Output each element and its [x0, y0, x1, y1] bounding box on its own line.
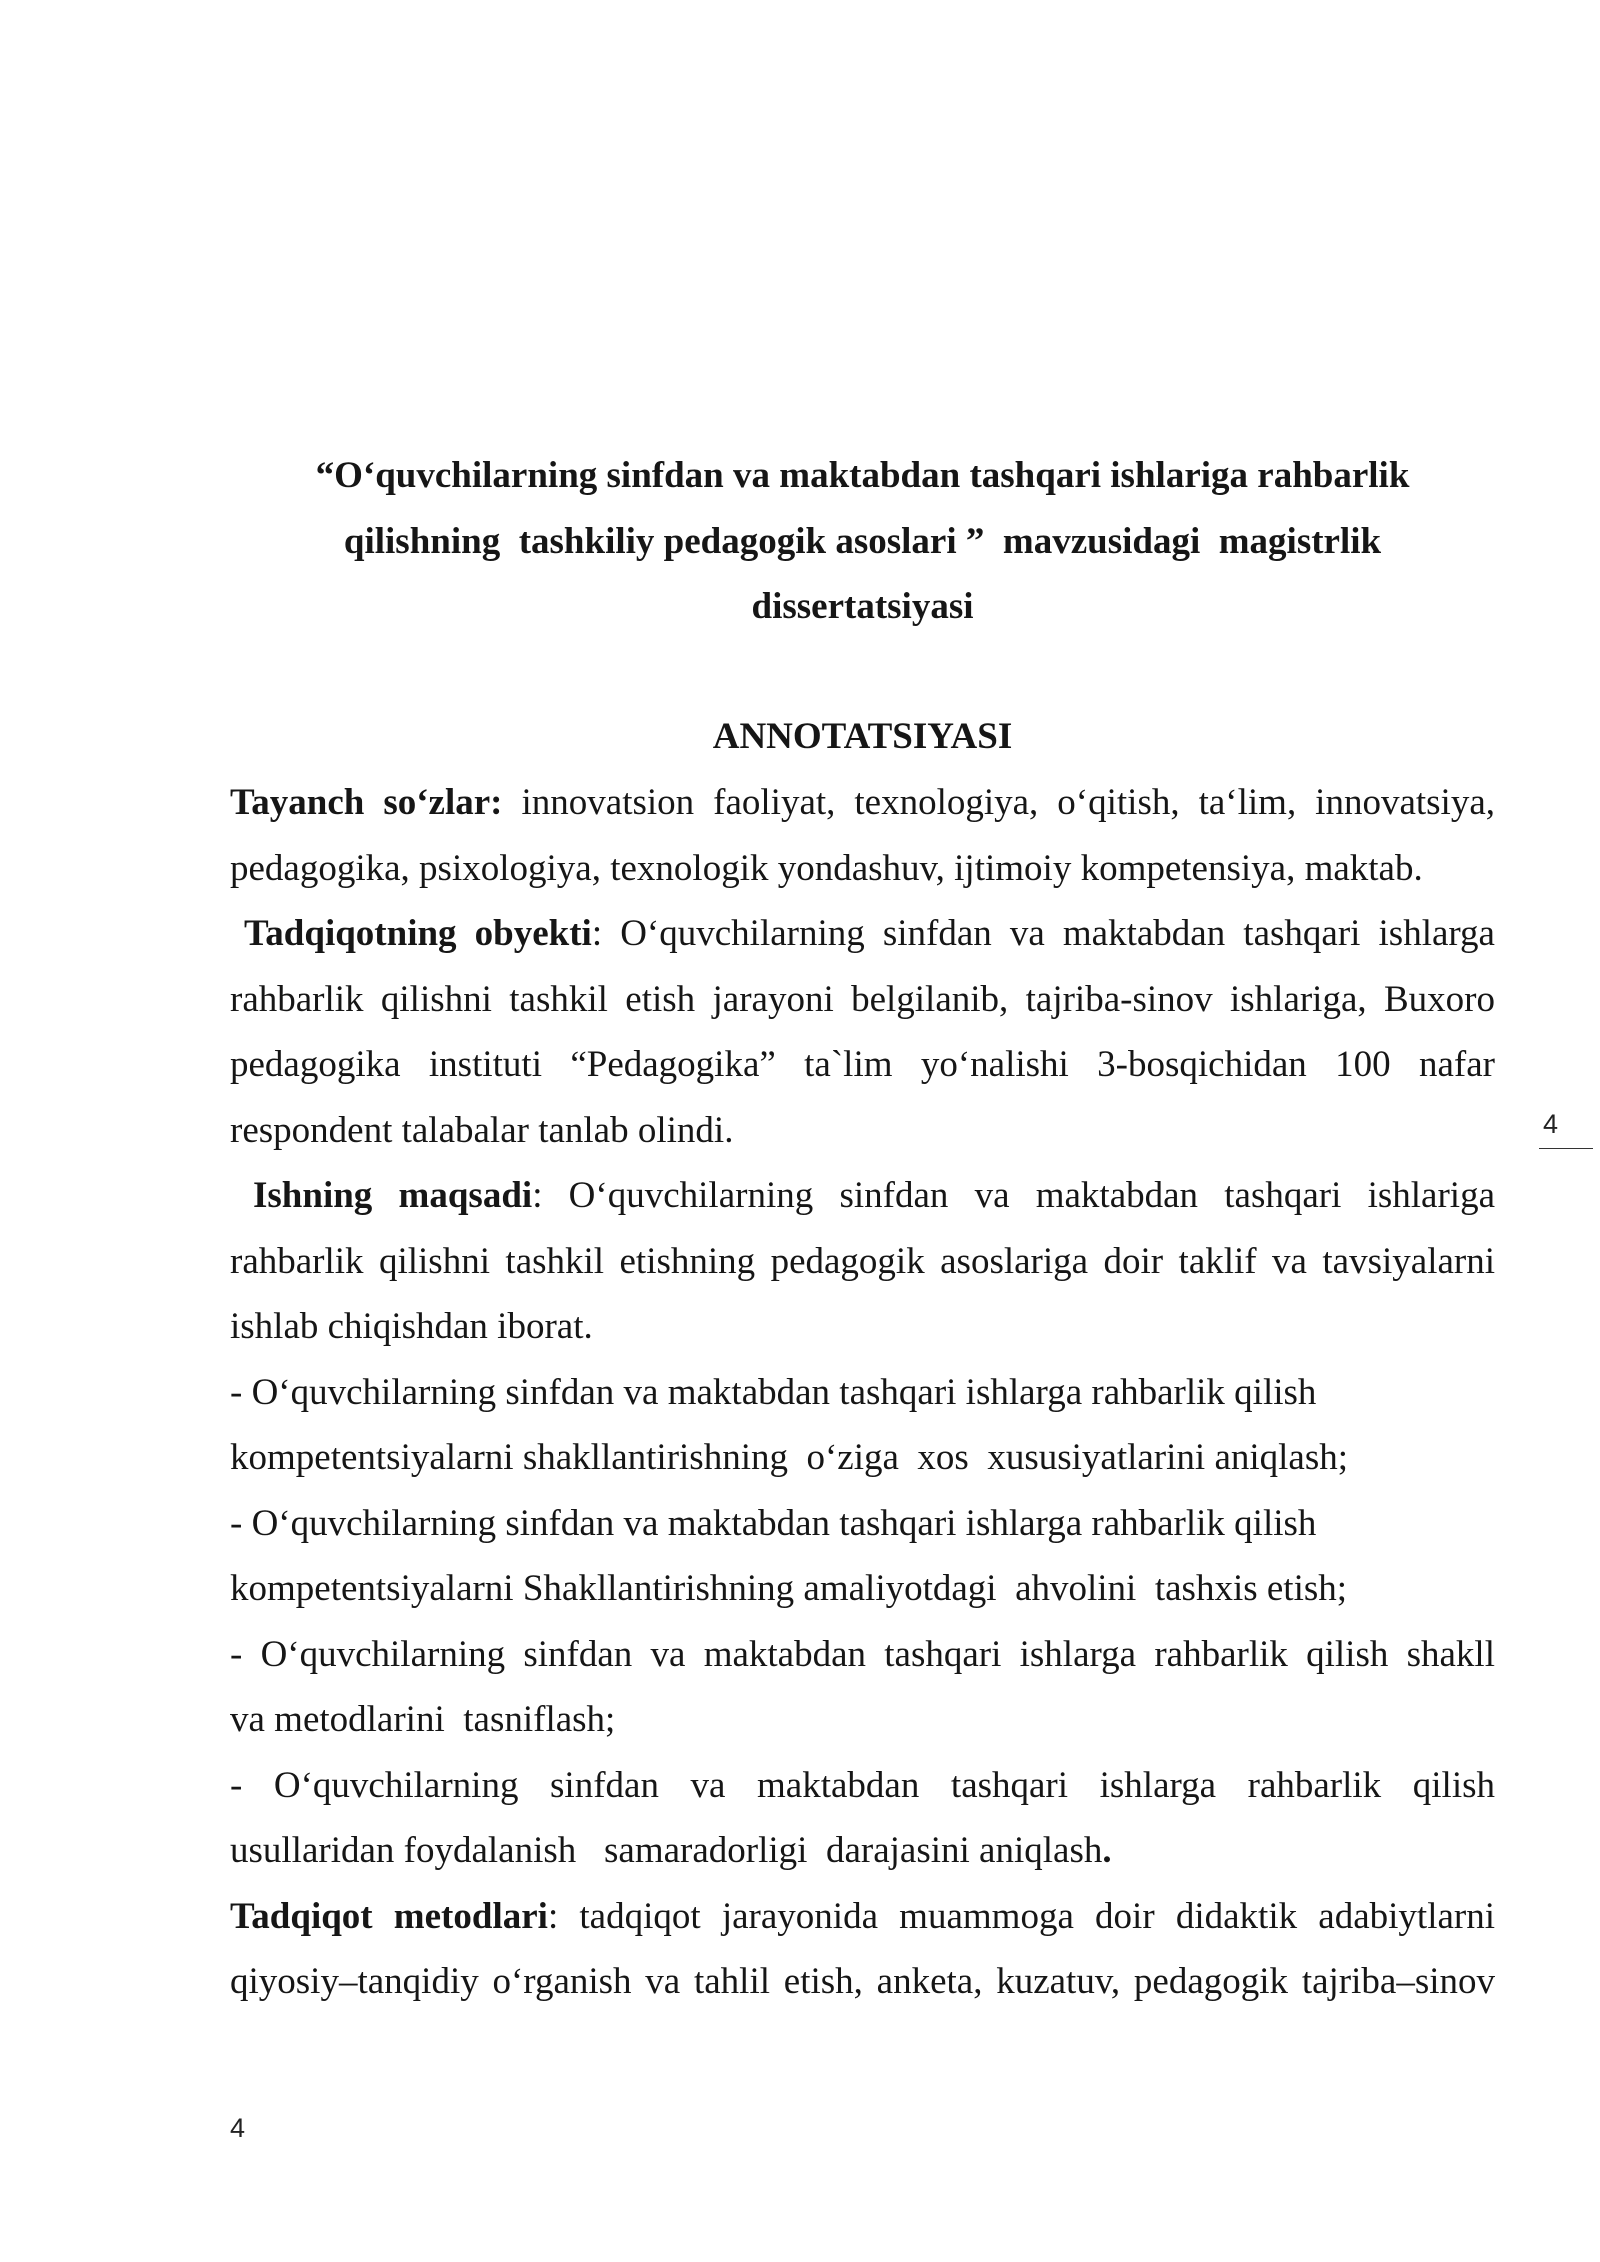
body-line — [230, 836, 1495, 902]
body-line — [230, 1884, 1495, 1950]
task-item: - O‘quvchilarning sinfdan va maktabdan tashqari ishlarga rahbarlik qilish — [230, 1371, 1317, 1413]
research-object-label: Tadqiqotning obyekti — [244, 913, 592, 954]
title-line: “O‘quvchilarning sinfdan va maktabdan tashqari ishlariga rahbarlik — [315, 455, 1410, 496]
body-line — [230, 901, 1495, 967]
body-line — [230, 1818, 1495, 1884]
annotation-heading: ANNOTATSIYASI — [712, 716, 1013, 757]
body-line — [230, 770, 1495, 836]
methods-label: Tadqiqot metodlari — [230, 1895, 548, 1937]
title-line: dissertatsiyasi — [751, 586, 974, 627]
document-title — [230, 443, 1495, 640]
body-line — [230, 1425, 1495, 1491]
body-line — [230, 1753, 1495, 1819]
margin-page-number-rule — [1539, 1148, 1593, 1149]
keywords-text: pedagogika, psixologiya, texnologik yondashuv, ijtimoiy kompetensiya, maktab. — [230, 847, 1423, 889]
task-item: - O‘quvchilarning sinfdan va maktabdan tashqari ishlarga rahbarlik qilish shakll — [230, 1633, 1495, 1675]
task-item-period: . — [1102, 1830, 1112, 1871]
methods-text: qiyosiy–tanqidiy o‘rganish va tahlil etish, anketa, kuzatuv, pedagogik tajriba–sinov — [230, 1961, 1495, 2002]
body-line — [230, 1229, 1495, 1295]
work-goal-text: ishlab chiqishdan iborat. — [230, 1306, 593, 1347]
research-object-text: rahbarlik qilishni tashkil etish jarayoni belgilanib, tajriba-sinov ishlariga, Buxoro — [230, 978, 1495, 1020]
body-line — [230, 1687, 1495, 1753]
research-object-text: : O‘quvchilarning sinfdan va maktabdan tashqari ishlarga — [591, 913, 1495, 954]
footer-page-number: 4 — [230, 2113, 246, 2143]
body-line — [230, 1360, 1495, 1426]
body-line — [230, 1622, 1495, 1688]
work-goal-label: Ishning maqsadi — [253, 1175, 533, 1216]
task-item: kompetentsiyalarni shakllantirishning o‘ziga xos xususiyatlarini aniqlash; — [230, 1437, 1349, 1478]
body-line — [230, 967, 1495, 1033]
research-object-text: pedagogika instituti “Pedagogika” ta`lim yo‘nalishi 3-bosqichidan 100 nafar — [230, 1044, 1495, 1085]
research-object-text: respondent talabalar tanlab olindi. — [230, 1109, 734, 1151]
keywords-label: Tayanch so‘zlar: — [230, 782, 503, 823]
task-item: - O‘quvchilarning sinfdan va maktabdan tashqari ishlarga rahbarlik qilish — [230, 1502, 1317, 1544]
body-line — [230, 1556, 1495, 1622]
keywords-text: innovatsion faoliyat, texnologiya, o‘qitish, ta‘lim, innovatsiya, — [502, 782, 1496, 823]
body-line — [230, 1949, 1495, 2015]
task-item: - O‘quvchilarning sinfdan va maktabdan tashqari ishlarga rahbarlik qilish — [230, 1764, 1495, 1806]
methods-text: : tadqiqot jarayonida muammoga doir didaktik adabiytlarni — [547, 1895, 1495, 1937]
work-goal-text: : O‘quvchilarning sinfdan va maktabdan tashqari ishlariga — [532, 1175, 1496, 1216]
margin-page-number: 4 — [1543, 1109, 1559, 1139]
task-item: kompetentsiyalarni Shakllantirishning amaliyotdagi ahvolini tashxis etish; — [230, 1568, 1348, 1609]
annotation-body — [230, 770, 1495, 2015]
body-line — [230, 1163, 1495, 1229]
body-line — [230, 1098, 1495, 1164]
title-line: qilishning tashkiliy pedagogik asoslari ” mavzusidagi magistrlik — [343, 520, 1382, 562]
task-item: usullaridan foydalanish samaradorligi darajasini aniqlash — [230, 1830, 1103, 1871]
body-line — [230, 1491, 1495, 1557]
work-goal-text: rahbarlik qilishni tashkil etishning pedagogik asoslariga doir taklif va tavsiyalarni — [230, 1240, 1495, 1282]
body-line — [230, 1294, 1495, 1360]
body-line — [230, 1032, 1495, 1098]
task-item: va metodlarini tasniflash; — [230, 1699, 616, 1740]
